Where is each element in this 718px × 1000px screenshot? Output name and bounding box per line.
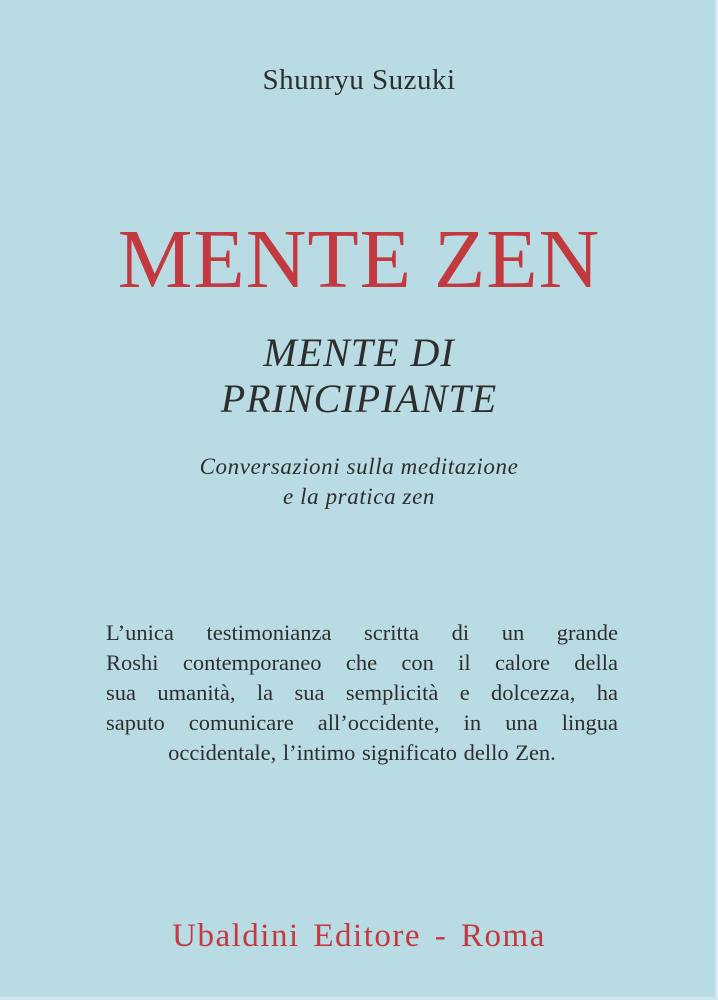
book-tagline [0,452,718,512]
cover-edge-right [714,0,718,1000]
blurb-line: L’unica testimonianza scritta di un grande [106,620,618,645]
book-subtitle [0,330,718,422]
blurb-line: Roshi contemporaneo che con il calore della [106,650,618,675]
author-name: Shunryu Suzuki [262,64,456,96]
cover-blurb [106,618,618,768]
subtitle-line: MENTE DI [263,330,455,375]
blurb-line: occidentale, l’intimo significato dello Zen. [168,740,556,765]
tagline-line: e la pratica zen [282,484,436,509]
tagline-line: Conversazioni sulla meditazione [199,454,519,479]
subtitle-line: PRINCIPIANTE [220,376,498,421]
blurb-line: saputo comunicare all’occidente, in una lingua [106,710,618,735]
publisher-imprint: Ubaldini Editore - Roma [172,918,546,954]
book-title: MENTE ZEN [117,213,601,306]
blurb-line: sua umanità, la sua semplicità e dolcezza, ha [106,680,618,705]
